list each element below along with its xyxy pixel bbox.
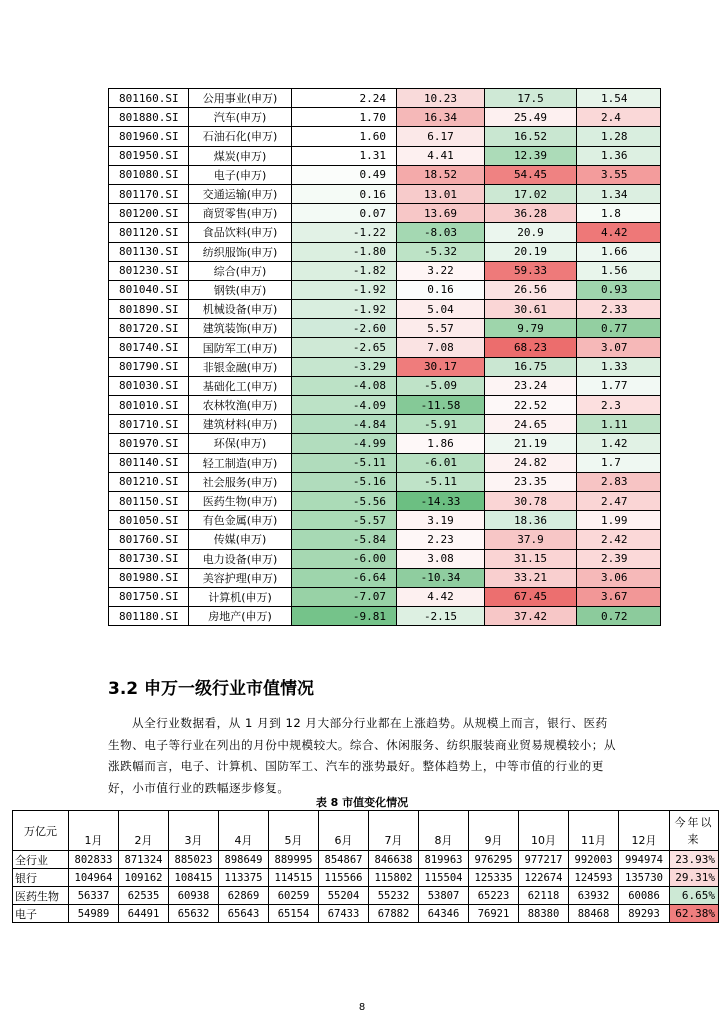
month-header: 12月 xyxy=(619,811,670,851)
return-cell: -5.91 xyxy=(397,415,485,434)
return-cell: 5.57 xyxy=(397,319,485,338)
value-cell: 56337 xyxy=(69,887,119,905)
value-cell: 994974 xyxy=(619,851,670,869)
return-cell: 2.42 xyxy=(577,530,661,549)
table-row xyxy=(109,261,661,280)
return-cell: 54.45 xyxy=(485,165,577,184)
return-cell: -7.07 xyxy=(292,587,397,606)
ytd-cell: 62.38% xyxy=(670,905,719,923)
industry-code-cell: 801040.SI xyxy=(109,280,189,299)
return-cell: 2.23 xyxy=(397,530,485,549)
table-row xyxy=(109,223,661,242)
industry-name-cell: 基础化工(申万) xyxy=(189,376,292,395)
industry-code-cell: 801790.SI xyxy=(109,357,189,376)
value-cell: 65632 xyxy=(169,905,219,923)
value-cell: 53807 xyxy=(419,887,469,905)
return-cell: -10.34 xyxy=(397,568,485,587)
return-cell: 1.8 xyxy=(577,204,661,223)
return-cell: 1.33 xyxy=(577,357,661,376)
return-cell: 59.33 xyxy=(485,261,577,280)
industry-name-cell: 房地产(申万) xyxy=(189,607,292,626)
return-cell: 22.52 xyxy=(485,396,577,415)
value-cell: 108415 xyxy=(169,869,219,887)
table-row xyxy=(109,549,661,568)
return-cell: -1.92 xyxy=(292,280,397,299)
table-row xyxy=(109,89,661,108)
industry-name-cell: 机械设备(申万) xyxy=(189,300,292,319)
month-header: 11月 xyxy=(569,811,619,851)
return-cell: -6.64 xyxy=(292,568,397,587)
industry-code-cell: 801730.SI xyxy=(109,549,189,568)
month-header: 4月 xyxy=(219,811,269,851)
value-cell: 55232 xyxy=(369,887,419,905)
value-cell: 76921 xyxy=(469,905,519,923)
industry-code-cell: 801200.SI xyxy=(109,204,189,223)
table-row xyxy=(109,184,661,203)
return-cell: -5.09 xyxy=(397,376,485,395)
table-row xyxy=(109,415,661,434)
value-cell: 54989 xyxy=(69,905,119,923)
return-cell: 20.9 xyxy=(485,223,577,242)
row-label: 银行 xyxy=(13,869,69,887)
value-cell: 992003 xyxy=(569,851,619,869)
table-row xyxy=(109,607,661,626)
month-header: 2月 xyxy=(119,811,169,851)
return-cell: 1.77 xyxy=(577,376,661,395)
table-row xyxy=(109,319,661,338)
return-cell: 13.01 xyxy=(397,184,485,203)
page-number: 8 xyxy=(358,1002,366,1013)
value-cell: 802833 xyxy=(69,851,119,869)
return-cell: 16.52 xyxy=(485,127,577,146)
return-cell: -5.11 xyxy=(397,472,485,491)
return-cell: 16.75 xyxy=(485,357,577,376)
value-cell: 125335 xyxy=(469,869,519,887)
return-cell: 3.55 xyxy=(577,165,661,184)
industry-code-cell: 801890.SI xyxy=(109,300,189,319)
return-cell: -5.16 xyxy=(292,472,397,491)
return-cell: -5.11 xyxy=(292,453,397,472)
table-row xyxy=(109,472,661,491)
return-cell: 1.36 xyxy=(577,146,661,165)
value-cell: 109162 xyxy=(119,869,169,887)
industry-name-cell: 建筑材料(申万) xyxy=(189,415,292,434)
return-cell: 33.21 xyxy=(485,568,577,587)
return-cell: 0.07 xyxy=(292,204,397,223)
return-cell: 2.4 xyxy=(577,108,661,127)
industry-code-cell: 801150.SI xyxy=(109,491,189,510)
return-cell: 16.34 xyxy=(397,108,485,127)
industry-code-cell: 801130.SI xyxy=(109,242,189,261)
return-cell: 30.61 xyxy=(485,300,577,319)
industry-name-cell: 环保(申万) xyxy=(189,434,292,453)
industry-code-cell: 801180.SI xyxy=(109,607,189,626)
return-cell: -3.29 xyxy=(292,357,397,376)
return-cell: -4.99 xyxy=(292,434,397,453)
return-cell: -5.84 xyxy=(292,530,397,549)
industry-name-cell: 社会服务(申万) xyxy=(189,472,292,491)
industry-code-cell: 801050.SI xyxy=(109,511,189,530)
industry-name-cell: 石油石化(申万) xyxy=(189,127,292,146)
ytd-cell: 29.31% xyxy=(670,869,719,887)
section-paragraph: 从全行业数据看，从 1 月到 12 月大部分行业都在上涨趋势。从规模上而言，银行、医药生物、电子等行业在列出的月份中规模较大。综合、休闲服务、纺织服装商业贸易规模较小；从涨跌幅而言，电子、计算机、国防军工、汽车的涨势最好。整体趋势上，中等市值的行业的更好，小市值行业的跌幅逐步修复。 xyxy=(108,716,616,795)
return-cell: -11.58 xyxy=(397,396,485,415)
industry-name-cell: 商贸零售(申万) xyxy=(189,204,292,223)
table-row xyxy=(109,530,661,549)
table-row xyxy=(13,887,719,905)
table-row xyxy=(109,242,661,261)
table-caption: 表 8 市值变化情况 xyxy=(315,796,409,809)
table-row xyxy=(109,376,661,395)
return-cell: 1.54 xyxy=(577,89,661,108)
return-cell: -1.82 xyxy=(292,261,397,280)
table-row xyxy=(109,204,661,223)
return-cell: 3.22 xyxy=(397,261,485,280)
value-cell: 60259 xyxy=(269,887,319,905)
return-cell: -2.65 xyxy=(292,338,397,357)
table-row xyxy=(109,357,661,376)
month-header: 5月 xyxy=(269,811,319,851)
return-cell: 7.08 xyxy=(397,338,485,357)
return-cell: 2.83 xyxy=(577,472,661,491)
table-row xyxy=(109,568,661,587)
value-cell: 62535 xyxy=(119,887,169,905)
industry-returns-table xyxy=(108,88,661,626)
industry-code-cell: 801010.SI xyxy=(109,396,189,415)
return-cell: 2.24 xyxy=(292,89,397,108)
return-cell: 67.45 xyxy=(485,587,577,606)
value-cell: 889995 xyxy=(269,851,319,869)
return-cell: 18.52 xyxy=(397,165,485,184)
value-cell: 115566 xyxy=(319,869,369,887)
return-cell: 23.35 xyxy=(485,472,577,491)
ytd-cell: 23.93% xyxy=(670,851,719,869)
industry-code-cell: 801030.SI xyxy=(109,376,189,395)
table-row xyxy=(109,338,661,357)
return-cell: -1.80 xyxy=(292,242,397,261)
return-cell: 10.23 xyxy=(397,89,485,108)
return-cell: 12.39 xyxy=(485,146,577,165)
industry-name-cell: 公用事业(申万) xyxy=(189,89,292,108)
table-row xyxy=(13,851,719,869)
return-cell: 18.36 xyxy=(485,511,577,530)
return-cell: -5.57 xyxy=(292,511,397,530)
return-cell: -9.81 xyxy=(292,607,397,626)
value-cell: 115504 xyxy=(419,869,469,887)
value-cell: 88380 xyxy=(519,905,569,923)
return-cell: 2.33 xyxy=(577,300,661,319)
return-cell: -6.00 xyxy=(292,549,397,568)
month-header: 6月 xyxy=(319,811,369,851)
industry-code-cell: 801880.SI xyxy=(109,108,189,127)
return-cell: 1.99 xyxy=(577,511,661,530)
value-cell: 65223 xyxy=(469,887,519,905)
industry-name-cell: 非银金融(申万) xyxy=(189,357,292,376)
value-cell: 89293 xyxy=(619,905,670,923)
table-row xyxy=(109,453,661,472)
industry-code-cell: 801160.SI xyxy=(109,89,189,108)
industry-code-cell: 801760.SI xyxy=(109,530,189,549)
industry-code-cell: 801140.SI xyxy=(109,453,189,472)
industry-name-cell: 计算机(申万) xyxy=(189,587,292,606)
return-cell: 0.72 xyxy=(577,607,661,626)
return-cell: 4.42 xyxy=(577,223,661,242)
return-cell: 17.5 xyxy=(485,89,577,108)
value-cell: 124593 xyxy=(569,869,619,887)
return-cell: -4.09 xyxy=(292,396,397,415)
value-cell: 846638 xyxy=(369,851,419,869)
return-cell: 25.49 xyxy=(485,108,577,127)
return-cell: 24.82 xyxy=(485,453,577,472)
return-cell: 0.16 xyxy=(397,280,485,299)
return-cell: 1.34 xyxy=(577,184,661,203)
value-cell: 65154 xyxy=(269,905,319,923)
return-cell: 2.47 xyxy=(577,491,661,510)
return-cell: -6.01 xyxy=(397,453,485,472)
industry-name-cell: 纺织服饰(申万) xyxy=(189,242,292,261)
return-cell: -1.22 xyxy=(292,223,397,242)
return-cell: -4.08 xyxy=(292,376,397,395)
value-cell: 64491 xyxy=(119,905,169,923)
industry-code-cell: 801210.SI xyxy=(109,472,189,491)
return-cell: 21.19 xyxy=(485,434,577,453)
value-cell: 135730 xyxy=(619,869,670,887)
month-header: 1月 xyxy=(69,811,119,851)
value-cell: 67433 xyxy=(319,905,369,923)
return-cell: 3.67 xyxy=(577,587,661,606)
industry-name-cell: 食品饮料(申万) xyxy=(189,223,292,242)
return-cell: 1.28 xyxy=(577,127,661,146)
value-cell: 67882 xyxy=(369,905,419,923)
industry-code-cell: 801740.SI xyxy=(109,338,189,357)
value-cell: 871324 xyxy=(119,851,169,869)
row-label: 医药生物 xyxy=(13,887,69,905)
table-row xyxy=(13,869,719,887)
return-cell: 1.11 xyxy=(577,415,661,434)
table-row xyxy=(109,127,661,146)
month-header: 7月 xyxy=(369,811,419,851)
return-cell: 1.66 xyxy=(577,242,661,261)
return-cell: 3.19 xyxy=(397,511,485,530)
industry-code-cell: 801980.SI xyxy=(109,568,189,587)
value-cell: 88468 xyxy=(569,905,619,923)
return-cell: -8.03 xyxy=(397,223,485,242)
return-cell: 1.42 xyxy=(577,434,661,453)
table-row xyxy=(109,108,661,127)
table-row xyxy=(109,511,661,530)
value-cell: 122674 xyxy=(519,869,569,887)
ytd-cell: 6.65% xyxy=(670,887,719,905)
value-cell: 104964 xyxy=(69,869,119,887)
return-cell: 1.31 xyxy=(292,146,397,165)
industry-name-cell: 汽车(申万) xyxy=(189,108,292,127)
value-cell: 60938 xyxy=(169,887,219,905)
return-cell: 0.49 xyxy=(292,165,397,184)
value-cell: 60086 xyxy=(619,887,670,905)
industry-name-cell: 有色金属(申万) xyxy=(189,511,292,530)
table-row xyxy=(109,491,661,510)
value-cell: 55204 xyxy=(319,887,369,905)
return-cell: 37.9 xyxy=(485,530,577,549)
return-cell: -1.92 xyxy=(292,300,397,319)
industry-code-cell: 801710.SI xyxy=(109,415,189,434)
return-cell: -2.60 xyxy=(292,319,397,338)
industry-name-cell: 建筑装饰(申万) xyxy=(189,319,292,338)
return-cell: 4.42 xyxy=(397,587,485,606)
value-cell: 854867 xyxy=(319,851,369,869)
return-cell: 24.65 xyxy=(485,415,577,434)
industry-name-cell: 农林牧渔(申万) xyxy=(189,396,292,415)
industry-name-cell: 国防军工(申万) xyxy=(189,338,292,357)
value-cell: 64346 xyxy=(419,905,469,923)
value-cell: 976295 xyxy=(469,851,519,869)
month-header: 8月 xyxy=(419,811,469,851)
industry-name-cell: 美容护理(申万) xyxy=(189,568,292,587)
table-row xyxy=(109,434,661,453)
return-cell: 1.56 xyxy=(577,261,661,280)
industry-code-cell: 801960.SI xyxy=(109,127,189,146)
header-row xyxy=(13,811,719,851)
ytd-header: 今年以来 xyxy=(670,811,719,851)
industry-name-cell: 钢铁(申万) xyxy=(189,280,292,299)
table-row xyxy=(109,280,661,299)
industry-code-cell: 801170.SI xyxy=(109,184,189,203)
return-cell: 36.28 xyxy=(485,204,577,223)
return-cell: 1.7 xyxy=(577,453,661,472)
return-cell: 26.56 xyxy=(485,280,577,299)
value-cell: 898649 xyxy=(219,851,269,869)
value-cell: 113375 xyxy=(219,869,269,887)
return-cell: 3.06 xyxy=(577,568,661,587)
return-cell: 2.39 xyxy=(577,549,661,568)
table-row xyxy=(109,587,661,606)
section-heading: 3.2 申万一级行业市值情况 xyxy=(108,679,315,699)
table-row xyxy=(109,396,661,415)
value-cell: 115802 xyxy=(369,869,419,887)
return-cell: -5.32 xyxy=(397,242,485,261)
industry-name-cell: 交通运输(申万) xyxy=(189,184,292,203)
month-header: 3月 xyxy=(169,811,219,851)
return-cell: 31.15 xyxy=(485,549,577,568)
industry-name-cell: 电力设备(申万) xyxy=(189,549,292,568)
return-cell: 1.60 xyxy=(292,127,397,146)
return-cell: 5.04 xyxy=(397,300,485,319)
return-cell: 2.3 xyxy=(577,396,661,415)
value-cell: 114515 xyxy=(269,869,319,887)
value-cell: 885023 xyxy=(169,851,219,869)
value-cell: 819963 xyxy=(419,851,469,869)
industry-name-cell: 电子(申万) xyxy=(189,165,292,184)
return-cell: 3.08 xyxy=(397,549,485,568)
return-cell: 1.86 xyxy=(397,434,485,453)
return-cell: 0.16 xyxy=(292,184,397,203)
industry-name-cell: 传媒(申万) xyxy=(189,530,292,549)
return-cell: 4.41 xyxy=(397,146,485,165)
row-label: 电子 xyxy=(13,905,69,923)
return-cell: 30.17 xyxy=(397,357,485,376)
return-cell: 0.93 xyxy=(577,280,661,299)
value-cell: 63932 xyxy=(569,887,619,905)
return-cell: 9.79 xyxy=(485,319,577,338)
return-cell: -14.33 xyxy=(397,491,485,510)
corner-header: 万亿元 xyxy=(13,811,69,851)
value-cell: 62118 xyxy=(519,887,569,905)
market-value-table xyxy=(12,810,719,923)
return-cell: 3.07 xyxy=(577,338,661,357)
industry-name-cell: 综合(申万) xyxy=(189,261,292,280)
industry-name-cell: 煤炭(申万) xyxy=(189,146,292,165)
table-row xyxy=(109,146,661,165)
month-header: 9月 xyxy=(469,811,519,851)
industry-code-cell: 801120.SI xyxy=(109,223,189,242)
return-cell: 0.77 xyxy=(577,319,661,338)
table-row xyxy=(109,165,661,184)
return-cell: 17.02 xyxy=(485,184,577,203)
table-row xyxy=(13,905,719,923)
return-cell: 13.69 xyxy=(397,204,485,223)
return-cell: -2.15 xyxy=(397,607,485,626)
return-cell: 23.24 xyxy=(485,376,577,395)
industry-name-cell: 医药生物(申万) xyxy=(189,491,292,510)
industry-code-cell: 801720.SI xyxy=(109,319,189,338)
industry-code-cell: 801230.SI xyxy=(109,261,189,280)
month-header: 10月 xyxy=(519,811,569,851)
value-cell: 65643 xyxy=(219,905,269,923)
return-cell: 37.42 xyxy=(485,607,577,626)
return-cell: -4.84 xyxy=(292,415,397,434)
industry-code-cell: 801970.SI xyxy=(109,434,189,453)
return-cell: -5.56 xyxy=(292,491,397,510)
industry-code-cell: 801950.SI xyxy=(109,146,189,165)
value-cell: 62869 xyxy=(219,887,269,905)
value-cell: 977217 xyxy=(519,851,569,869)
industry-name-cell: 轻工制造(申万) xyxy=(189,453,292,472)
industry-code-cell: 801750.SI xyxy=(109,587,189,606)
industry-code-cell: 801080.SI xyxy=(109,165,189,184)
return-cell: 20.19 xyxy=(485,242,577,261)
return-cell: 30.78 xyxy=(485,491,577,510)
return-cell: 1.70 xyxy=(292,108,397,127)
return-cell: 6.17 xyxy=(397,127,485,146)
table-row xyxy=(109,300,661,319)
row-label: 全行业 xyxy=(13,851,69,869)
return-cell: 68.23 xyxy=(485,338,577,357)
